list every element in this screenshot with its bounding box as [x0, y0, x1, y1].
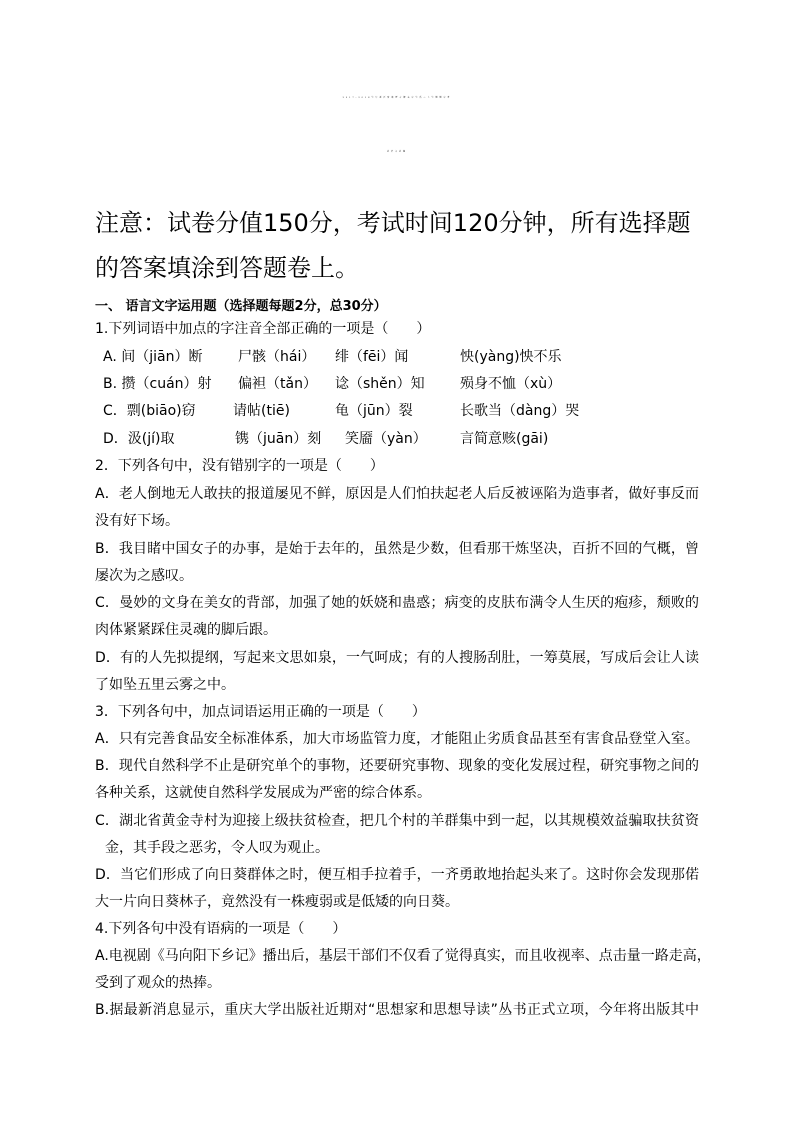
q1-stem: 1.下列词语中加点的字注音全部正确的一项是（ ）	[95, 321, 431, 337]
q1-option-d-4: 言简意赅(gāi)	[460, 431, 549, 447]
q1-option-b-3: 谂（shěn）知	[335, 376, 425, 392]
notice-line1: 注意：试卷分值150分，考试时间120分钟，所有选择题	[95, 209, 691, 237]
q3-stem: 3．下列各句中，加点词语运用正确的一项是（ ）	[95, 704, 426, 720]
q1-option-a-3: 绯（fēi）闻	[335, 349, 409, 365]
q3-option-d-line2: 大一片向日葵林子，竟然没有一株瘦弱或是低矮的向日葵。	[95, 894, 459, 910]
q1-option-d-2: 镌（juān）刻	[235, 431, 322, 447]
q3-option-a-line1: A．只有完善食品安全标准体系，加大市场监管力度，才能阻止劣质食品甚至有害食品登堂入室。	[95, 731, 699, 747]
q3-option-b-line2: 各种关系，这就使自然科学发展成为严密的综合体系。	[95, 785, 431, 801]
q4-option-a-line1: A.电视剧《马向阳下乡记》播出后，基层干部们不仅看了觉得真实，而且收视率、点击量一路走高，	[95, 948, 711, 964]
q3-option-c-line2: 金，其手段之恶劣，令人叹为观止。	[105, 840, 329, 856]
q3-option-c-line1: C．湖北省黄金寺村为迎接上级扶贫检查，把几个村的羊群集中到一起，以其规模效益骗取扶贫资	[95, 813, 699, 829]
q1-option-c-3: 龟（jūn）裂	[335, 403, 413, 419]
notice-line2: 的答案填涂到答题卷上。	[95, 254, 359, 282]
q1-option-b-1: B. 攒（cuán）射	[103, 376, 212, 392]
q1-option-b-4: 殒身不恤（xù）	[460, 376, 562, 392]
q2-option-b-line1: B．我目睹中国女子的办事，是始于去年的，虽然是少数，但看那干炼坚决，百折不回的气概，曾	[95, 541, 699, 557]
q3-option-d-line1: D．当它们形成了向日葵群体之时，便互相手拉着手，一齐勇敢地抬起头来了。这时你会发现那偌	[95, 867, 699, 883]
q2-option-a-line1: A．老人倒地无人敢扶的报道屡见不鲜，原因是人们怕扶起老人后反被诬陷为造事者，做好事反而	[95, 486, 699, 502]
q3-option-b-line1: B．现代自然科学不止是研究单个的事物，还要研究事物、现象的变化发展过程，研究事物之间的	[95, 758, 699, 774]
exam-title-line2: 试语文试题	[386, 151, 407, 153]
q1-option-c-1: C．剽(biāo)窃	[103, 403, 196, 419]
q1-option-a-4: 怏(yàng)怏不乐	[460, 349, 562, 365]
q2-option-c-line1: C．曼妙的文身在美女的背部，加强了她的妖娆和蛊惑；病变的皮肤布满令人生厌的疱疹，颓败的	[95, 595, 699, 611]
q1-option-d-3: 笑靥（yàn）	[345, 431, 427, 447]
q2-option-a-line2: 没有好下场。	[95, 513, 179, 529]
exam-title-line1: 2017-2018学年浙江省诸暨市牌头中学高二上学期期中考	[342, 97, 452, 99]
q1-option-d-1: D．汲(jí)取	[103, 431, 175, 447]
q2-option-d-line2: 了如坠五里云雾之中。	[95, 677, 235, 693]
q1-option-c-2: 请帖(tiē)	[233, 403, 290, 419]
q1-option-a-1: A. 间（jiān）断	[103, 349, 203, 365]
q1-option-a-2: 尸骸（hái）	[238, 349, 316, 365]
q1-option-c-4: 长歌当（dàng）哭	[460, 403, 580, 419]
q4-option-b-line1: B.据最新消息显示，重庆大学出版社近期对“思想家和思想导读”丛书正式立项，今年将出版其中	[95, 1002, 699, 1018]
section-heading: 一、 语言文字运用题（选择题每题2分，总30分）	[95, 299, 387, 314]
q2-stem: 2．下列各句中，没有错别字的一项是（ ）	[95, 458, 384, 474]
q2-option-c-line2: 肉体紧紧踩住灵魂的脚后跟。	[95, 622, 277, 638]
q1-option-b-2: 偏袒（tǎn）	[238, 376, 317, 392]
q4-stem: 4.下列各句中没有语病的一项是（ ）	[95, 921, 347, 937]
q4-option-a-line2: 受到了观众的热捧。	[95, 975, 221, 991]
q2-option-d-line1: D．有的人先拟提纲，写起来文思如泉，一气呵成；有的人搜肠刮肚，一筹莫展，写成后会让人读	[95, 650, 699, 666]
q2-option-b-line2: 屡次为之感叹。	[95, 568, 193, 584]
